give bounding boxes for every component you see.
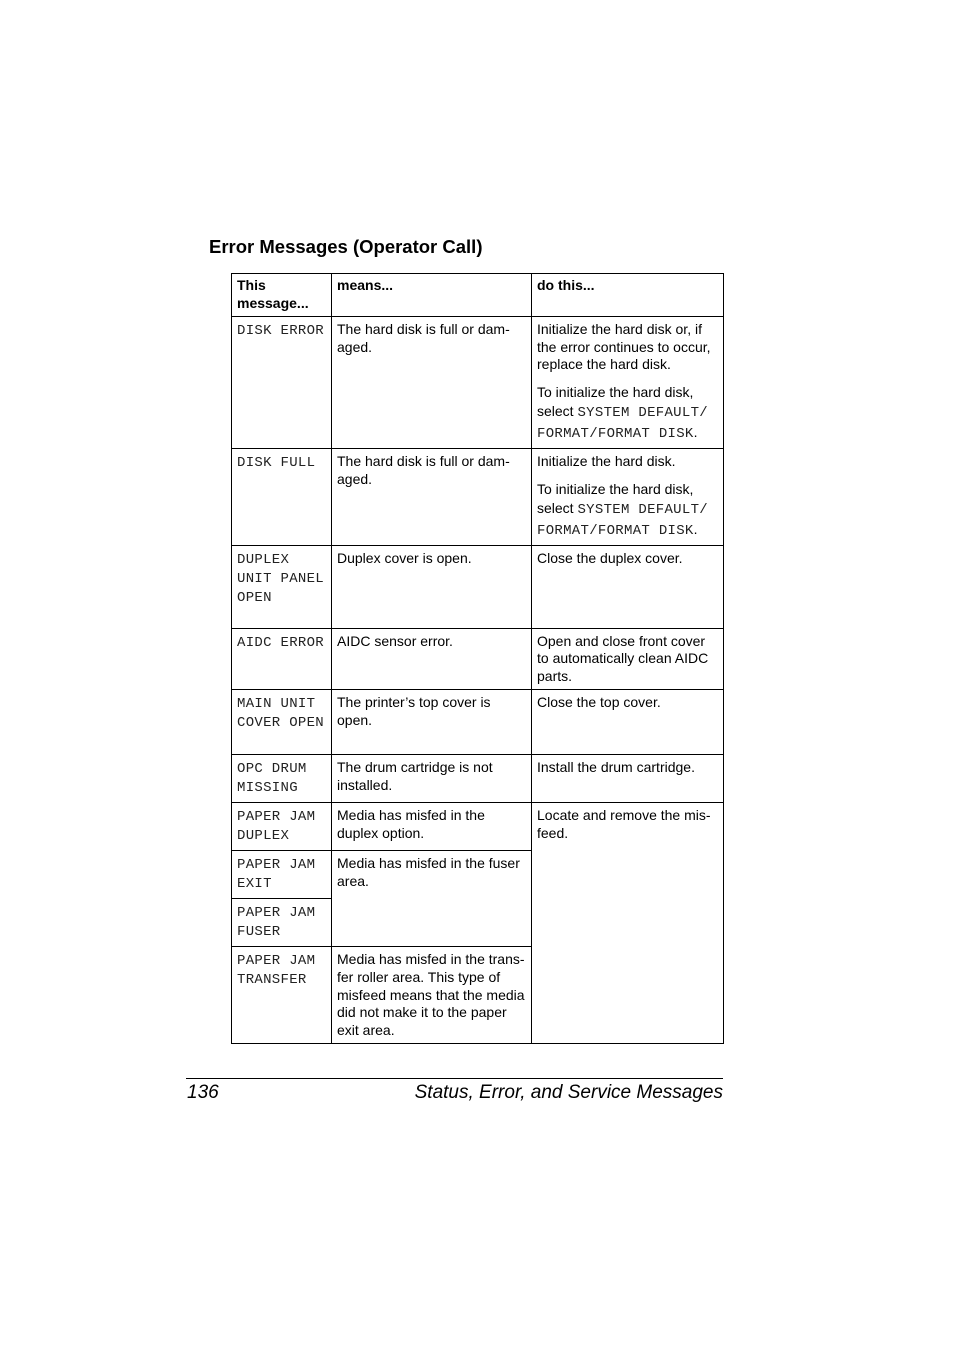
table-row — [232, 803, 724, 851]
means-cell: The hard disk is full or dam-aged. — [332, 448, 532, 545]
table-row — [232, 448, 724, 545]
table-row — [232, 690, 724, 755]
action-cell: Initialize the hard disk or, if the error continues to occur, replace the hard disk. To initialize the hard disk, select SYSTEM DEFAULT/ FORMAT/FORMAT DISK. — [532, 317, 724, 449]
action-cell: Initialize the hard disk. To initialize the hard disk, select SYSTEM DEFAULT/ FORMAT/FORMAT DISK. — [532, 448, 724, 545]
means-cell: The printer’s top cover is open. — [332, 690, 532, 755]
message-cell: DISK ERROR — [232, 317, 332, 449]
message-cell: PAPER JAM EXIT — [232, 851, 332, 899]
means-cell: The hard disk is full or dam-aged. — [332, 317, 532, 449]
means-cell: Duplex cover is open. — [332, 545, 532, 628]
table-header-row — [232, 274, 724, 317]
message-cell: DISK FULL — [232, 448, 332, 545]
message-cell: AIDC ERROR — [232, 628, 332, 690]
action-cell: Install the drum cartridge. — [532, 755, 724, 803]
table-row — [232, 755, 724, 803]
message-cell: PAPER JAM FUSER — [232, 899, 332, 947]
message-cell: DUPLEX UNIT PANEL OPEN — [232, 545, 332, 628]
table-row — [232, 317, 724, 449]
message-cell: OPC DRUM MISSING — [232, 755, 332, 803]
error-messages-table — [231, 273, 724, 1044]
table-row — [232, 545, 724, 628]
action-cell: Locate and remove the mis-feed. — [532, 803, 724, 1044]
means-cell: AIDC sensor error. — [332, 628, 532, 690]
message-cell: PAPER JAM TRANSFER — [232, 947, 332, 1044]
means-cell: Media has misfed in the trans-fer roller area. This type of misfeed means that the media did not make it to the paper exit area. — [332, 947, 532, 1044]
page-number: 136 — [187, 1082, 219, 1103]
means-cell: The drum cartridge is not installed. — [332, 755, 532, 803]
header-message: This message... — [232, 274, 332, 317]
means-cell: Media has misfed in the fuser area. — [332, 851, 532, 947]
means-cell: Media has misfed in the duplex option. — [332, 803, 532, 851]
action-cell: Close the top cover. — [532, 690, 724, 755]
table-row — [232, 628, 724, 690]
action-cell: Close the duplex cover. — [532, 545, 724, 628]
header-action: do this... — [532, 274, 724, 317]
message-cell: MAIN UNIT COVER OPEN — [232, 690, 332, 755]
footer-divider — [186, 1078, 723, 1079]
section-title: Error Messages (Operator Call) — [209, 236, 483, 257]
chapter-title: Status, Error, and Service Messages — [414, 1082, 723, 1103]
header-means: means... — [332, 274, 532, 317]
action-cell: Open and close front cover to automatically clean AIDC parts. — [532, 628, 724, 690]
message-cell: PAPER JAM DUPLEX — [232, 803, 332, 851]
